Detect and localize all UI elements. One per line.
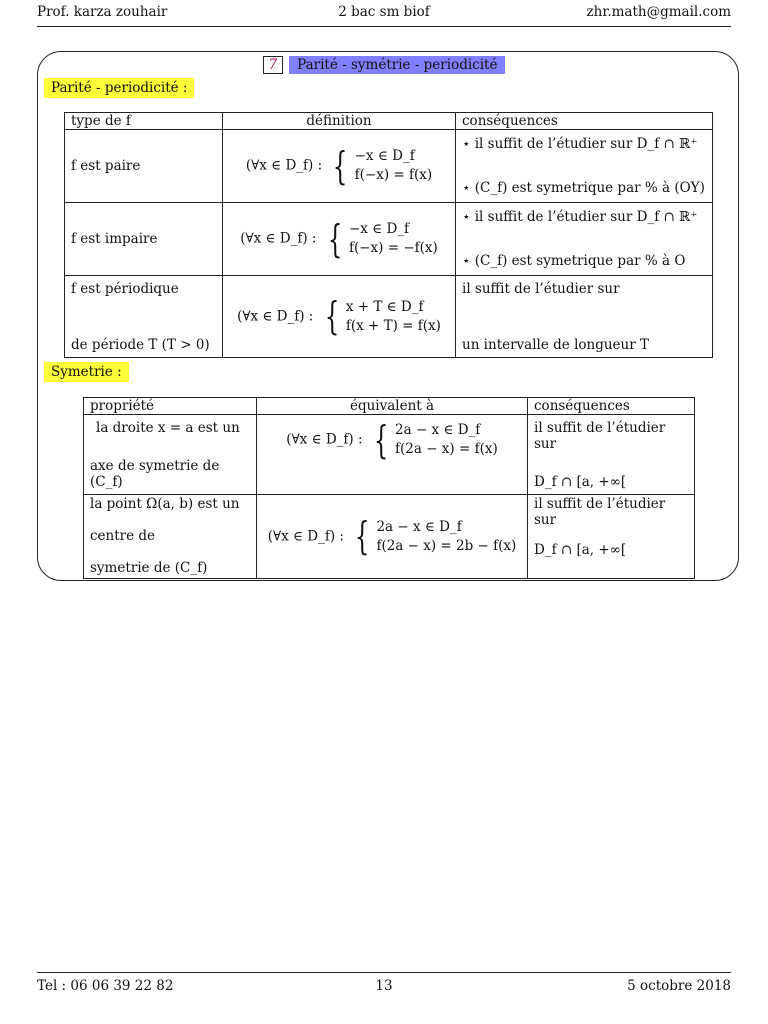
consequence-line: un intervalle de longueur T — [462, 336, 649, 353]
section-number: 7 — [263, 56, 284, 74]
date: 5 octobre 2018 — [627, 978, 731, 994]
condition-system: { x + T ∈ D_f f(x + T) = f(x) — [324, 294, 441, 339]
page-footer — [37, 978, 731, 998]
condition-line: 2a − x ∈ D_f — [376, 518, 462, 535]
consequence-line: il suffit de l’étudier sur — [462, 280, 620, 297]
condition-line: f(−x) = f(x) — [354, 167, 433, 183]
section-title: Parité - symétrie - periodicité — [289, 56, 505, 74]
property-line: axe de symetrie de (C_f) — [90, 457, 220, 490]
col-consequences: conséquences — [528, 398, 695, 415]
type-label: f est paire — [71, 158, 141, 174]
symetrie-table — [83, 397, 695, 579]
condition-line: f(2a − x) = f(x) — [395, 441, 498, 457]
table-row — [65, 130, 713, 203]
symetrie-header-row — [84, 398, 695, 415]
condition-system: { −x ∈ D_f f(−x) = −f(x) — [327, 216, 438, 261]
parite-table — [64, 112, 713, 358]
condition-line: −x ∈ D_f — [354, 148, 415, 164]
property-line: centre de — [90, 528, 156, 544]
header-rule — [37, 26, 731, 27]
symetrie-heading: Symetrie : — [44, 362, 129, 382]
table-row — [65, 276, 713, 358]
section-title-bar — [0, 56, 768, 74]
author: Prof. karza zouhair — [37, 4, 168, 20]
author-email: zhr.math@gmail.com — [586, 4, 731, 20]
condition-system: { 2a − x ∈ D_f f(2a − x) = f(x) — [373, 417, 498, 462]
condition-line: f(x + T) = f(x) — [345, 317, 441, 334]
consequence-line: ⋆ (C_f) est symetrique par % à (OY) — [462, 180, 705, 196]
parite-heading: Parité - periodicité : — [44, 78, 194, 98]
footer-rule — [37, 972, 731, 973]
consequence-line: ⋆ il suffit de l’étudier sur D_f ∩ ℝ⁺ — [462, 136, 698, 152]
definition-prefix: (∀x ∈ D_f) : — [240, 230, 317, 247]
table-row — [84, 495, 695, 579]
condition-line: f(−x) = −f(x) — [348, 240, 438, 256]
course-level: 2 bac sm biof — [338, 4, 430, 20]
definition-prefix: (∀x ∈ D_f) : — [237, 308, 314, 324]
consequence-line: ⋆ (C_f) est symetrique par % à O — [462, 253, 686, 269]
condition-line: f(2a − x) = 2b − f(x) — [376, 537, 517, 554]
property-line: symetrie de (C_f) — [90, 560, 208, 576]
col-consequences: conséquences — [456, 113, 713, 130]
page-header — [37, 4, 731, 24]
col-type: type de f — [65, 113, 223, 130]
consequence-line: ⋆ il suffit de l’étudier sur D_f ∩ ℝ⁺ — [462, 209, 698, 225]
property-line: la droite x = a est un — [96, 419, 240, 436]
type-label: de période T (T > 0) — [71, 336, 210, 353]
parite-header-row — [65, 113, 713, 130]
property-line: la point Ω(a, b) est un — [90, 496, 240, 512]
type-label: f est périodique — [71, 280, 179, 297]
condition-line: −x ∈ D_f — [348, 221, 410, 237]
col-definition: définition — [223, 113, 456, 130]
consequence-line: D_f ∩ [a, +∞[ — [534, 542, 627, 558]
consequence-line: il suffit de l’étudier sur — [534, 496, 666, 528]
table-row — [65, 203, 713, 276]
equivalence-prefix: (∀x ∈ D_f) : — [286, 431, 363, 448]
type-label: f est impaire — [71, 231, 158, 247]
consequence-line: il suffit de l’étudier sur — [534, 419, 666, 452]
definition-prefix: (∀x ∈ D_f) : — [245, 157, 323, 174]
phone: Tel : 06 06 39 22 82 — [37, 978, 174, 994]
condition-line: x + T ∈ D_f — [345, 298, 424, 315]
page-number: 13 — [375, 978, 393, 994]
table-row — [84, 415, 695, 495]
condition-system: { −x ∈ D_f f(−x) = f(x) — [333, 143, 433, 188]
col-equivalent: équivalent à — [257, 398, 528, 415]
consequence-line: D_f ∩ [a, +∞[ — [534, 473, 627, 490]
col-propriete: propriété — [84, 398, 257, 415]
condition-system: { 2a − x ∈ D_f f(2a − x) = 2b − f(x) — [355, 514, 517, 559]
equivalence-prefix: (∀x ∈ D_f) : — [267, 528, 344, 544]
condition-line: 2a − x ∈ D_f — [395, 422, 481, 438]
